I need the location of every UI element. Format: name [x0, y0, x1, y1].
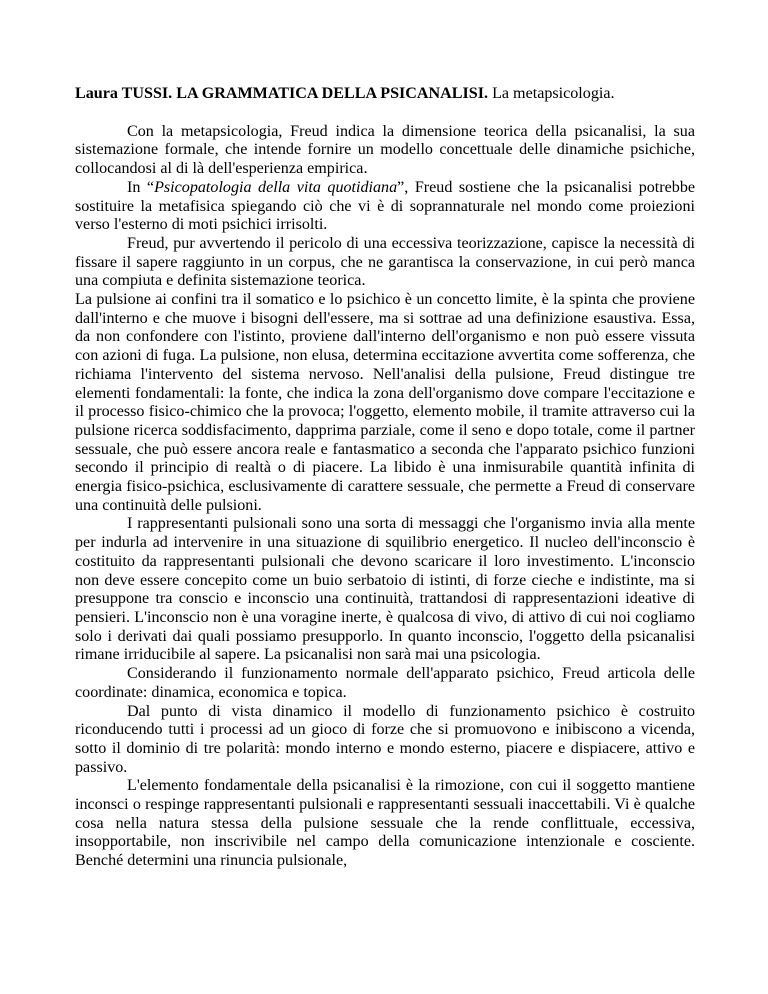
document-title: LA GRAMMATICA DELLA PSICANALISI.: [176, 85, 489, 102]
paragraph-punto-di-vista-dinamico: Dal punto di vista dinamico il modello di funzionamento psichico è costruito riconducendo tutti i processi ad un gioco di forze che si promuovono e inibiscono a vicenda, sotto il dominio di tre polarità: mondo interno e mondo esterno, piacere e dispiacere, attivo e passivo.: [75, 702, 695, 776]
paragraph-psicopatologia: [75, 179, 695, 235]
paragraph-rimozione: L'elemento fondamentale della psicanalisi è la rimozione, con cui il soggetto mantiene inconsci o respinge rappresentanti pulsionali e rappresentanti sessuali inaccettabili. Vi è qualche cosa nella natura stessa della pulsione sessuale che la rende conflittuale, eccessiva, insopportabile, non inscrivibile nel campo della comunicazione intenzionale e cosciente. Benché determini una rinuncia pulsionale,: [75, 777, 695, 870]
document-page: [75, 85, 695, 871]
paragraph-psicopatologia-post: ”, Freud sostiene che la psicanalisi potrebbe sostituire la metafisica spiegando ciò che vi è di soprannaturale nel mondo come proiezioni verso l'esterno di moti psichici irrisolti.: [75, 178, 696, 234]
document-subtitle: La metapsicologia.: [492, 85, 615, 102]
document-heading: [75, 85, 695, 104]
paragraph-psicopatologia-pre: In “: [127, 178, 155, 196]
paragraph-metapsicologia: Con la metapsicologia, Freud indica la dimensione teorica della psicanalisi, la sua sistemazione formale, che intende fornire un modello concettuale delle dinamiche psichiche, collocandosi al di là dell'esperienza empirica.: [75, 122, 695, 178]
paragraph-rappresentanti-pulsionali: I rappresentanti pulsionali sono una sorta di messaggi che l'organismo invia alla mente per indurla ad intervenire in una situazione di squilibrio energetico. Il nucleo dell'inconscio è costituito da rappresentanti pulsionali che devono scaricare il loro investimento. L'inconscio non deve essere concepito come un buio serbatoio di istinti, di forze cieche e indistinte, ma si presuppone tra conscio e inconscio una continuità, trattandosi di rappresentazioni ideative di pensieri. L'inconscio non è una voragine inerte, è qualcosa di vivo, di attivo di cui noi cogliamo solo i derivati dai quali possiamo presupporlo. In quanto inconscio, l'oggetto della psicanalisi rimane irriducibile al sapere. La psicanalisi non sarà mai una psicologia.: [75, 515, 695, 664]
paragraph-coordinate: Considerando il funzionamento normale dell'apparato psichico, Freud articola delle coordinate: dinamica, economica e topica.: [75, 665, 695, 701]
paragraph-pulsione: La pulsione ai confini tra il somatico e lo psichico è un concetto limite, è la spinta che proviene dall'interno e che muove i bisogni dell'essere, ma si sottrae ad una definizione esaustiva. Essa, da non confondere con l'istinto, proviene dall'interno dell'organismo e non può essere vissuta con azioni di fuga. La pulsione, non elusa, determina eccitazione avvertita come sofferenza, che richiama l'intervento del sistema nervoso. Nell'analisi della pulsione, Freud distingue tre elementi fondamentali: la fonte, che indica la zona dell'organismo dove compare l'eccitazione e il processo fisico-chimico che la provoca; l'oggetto, elemento mobile, il tramite attraverso cui la pulsione ricerca soddisfacimento, dapprima parziale, come il seno e dopo totale, come il partner sessuale, che può essere ancora reale e fantasmatico a seconda che l'apparato psichico funzioni secondo il principio di realtà o di piacere. La libido è una inmisurabile quantità infinita di energia fisico-psichica, esclusivamente di carattere sessuale, che permette a Freud di conservare una continuità delle pulsioni.: [75, 291, 695, 514]
paragraph-teorizzazione: Freud, pur avvertendo il pericolo di una eccessiva teorizzazione, capisce la necessità di fissare il sapere raggiunto in un corpus, che ne garantisca la conservazione, in cui però manca una compiuta e definita sistemazione teorica.: [75, 234, 695, 290]
author-name: Laura TUSSI.: [75, 85, 173, 102]
book-title-italic: Psicopatologia della vita quotidiana: [154, 178, 398, 196]
